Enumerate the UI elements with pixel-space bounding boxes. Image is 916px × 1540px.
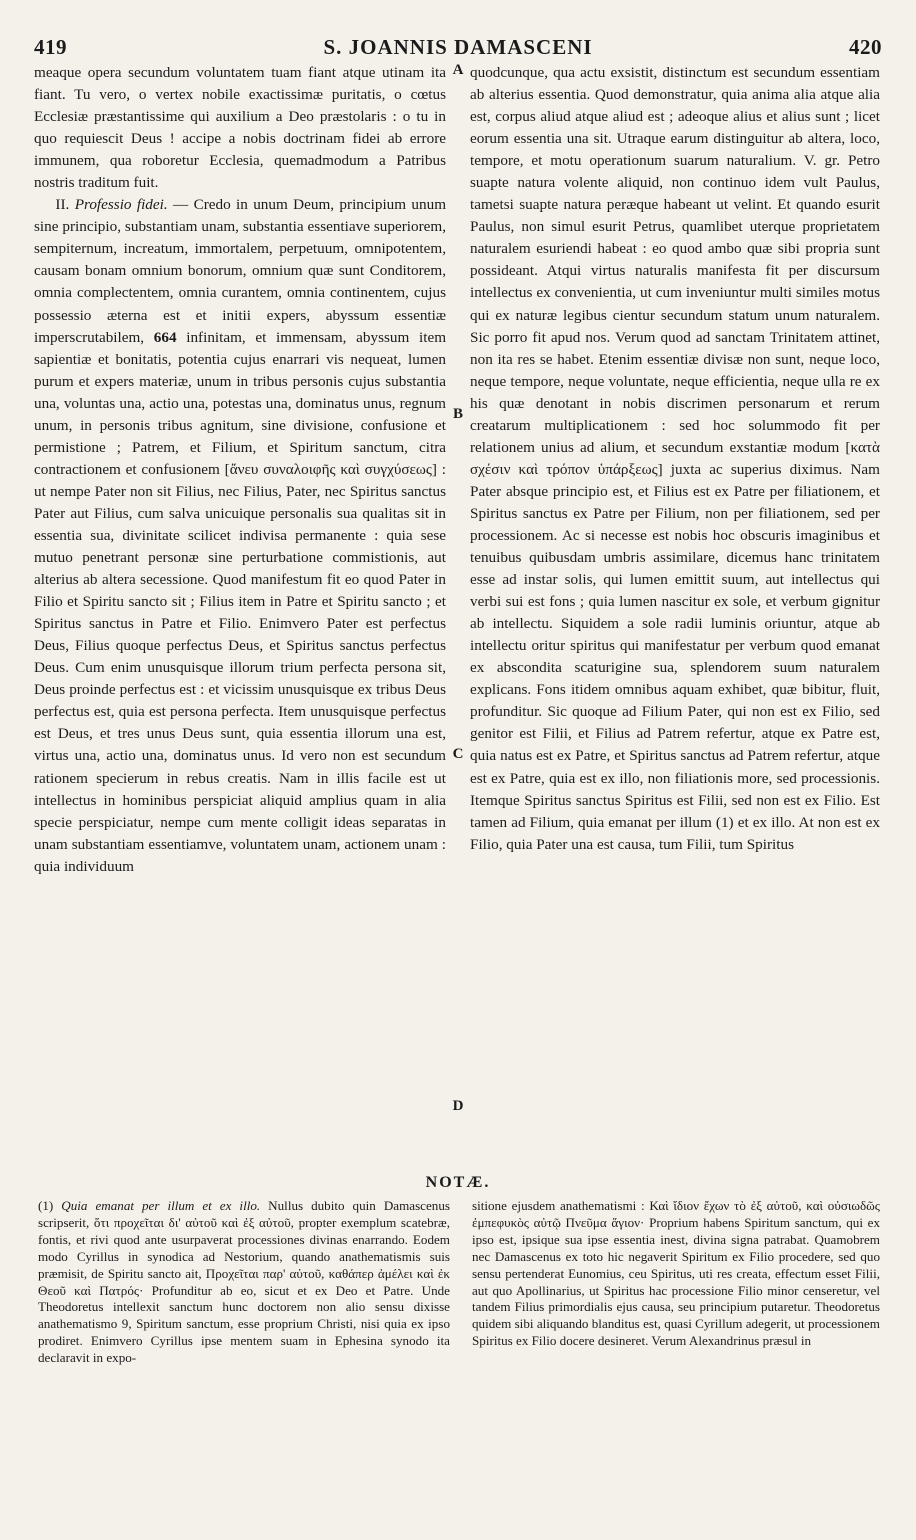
profession-paragraph bbox=[34, 194, 446, 877]
right-paragraph: quodcunque, qua actu exsistit, distinctum est secundum essentiam ab alterius essentia. Quod demonstratur, quia anima alia atque alia est, corpus aliud atque aliud est ; adeoque alius et alius sunt ; licet eorum essentia una sit. Utraque earum distinguitur ab altera, loco, tempore, et motu operationum suarum naturalium. V. gr. Petro suapte natura volente aliquid, non continuo idem vult Paulus, tametsi suapte natura peræque habeant ut velint. Et quando esurit Paulus, non simul esurit Petrus, quamlibet uterque proprietatem naturalem esuriendi habeat : eo quod ambo quæ sibi propria sunt possideant. Atqui virtus naturalis manifesta fit per discursum intellectus ex convenientia, ut cum inveniuntur multi similes motus qui ex naturæ legibus cientur secundum statum unum naturalem. Sic porro fit apud nos. Verum quod ad sanctam Trinitatem attinet, non ita res se habet. Etenim essentiæ divisæ non sunt, neque loco, neque tempore, neque voluntate, neque efficientia, neque ulla re ex his quæ denotant in nobis discrimen personarum et rerum creatarum multiplicationem : sed hoc solummodo fit per relationem unius ad alium, et secundum exstantiæ modum [κατὰ σχέσιν καὶ τρόπον ὑπάρξεως] juxta ac superius diximus. Nam Pater absque principio est, et Filius est ex Patre per filiationem, et Spiritus sanctus ex Patre per Filium, non per filiationem, sed per processionem. Ac si necesse est nobis hoc obscuris imaginibus et tenuibus quibusdam umbris assimilare, dicemus hanc trinitatem esse ad instar solis, qui lumen emittit suum, aut intellectus qui verbi sui est fons ; quia lumen nascitur ex sole, et verbum gignitur ab intellectu. Siquidem a sole radii luminis oriuntur, atque ab intellectu oritur spiritus qui manifestatur per verbum quod emanat ex abscondita scaturigine sua, splendorem suum naturalem explicans. Fons itidem omnibus aquam exhibet, quæ bibitur, fluit, profunditur. Sic quoque ad Filium Pater, qui non est ex Filio, sed genitor est Filii, et Filius ad Patrem refertur, atque ex Patre est, quia natus est ex Patre, et Spiritus sanctus ad Patrem refertur, atque est ex Patre, quia est ex illo, non filiationis more, sed processionis. Itemque Spiritus sanctus Spiritus est Filii, sed non est ex Filio. Est tamen ad Filium, quia emanat per illum (1) et ex illo. At non est ex Filio, quia Pater una est causa, tum Filii, tum Spiritus bbox=[470, 64, 880, 853]
margin-marker-a: A bbox=[452, 62, 464, 78]
page-number-left: 419 bbox=[34, 34, 67, 59]
note-text-left: Nullus dubito quin Damascenus scripserit, ὅτι προχεῖται δι' αὐτοῦ καὶ ἐξ αὐτοῦ, propter exemplum scatebræ, fontis, et rivi quod ante usurpaverat processiones divinas enarrando. Eodem modo Cyrillus in synodica ad Nestorium, quando anathematismis suis præmisit, de Spiritu sancto ait, Προχεῖται παρ' αὐτοῦ, καθάπερ ἀμέλει καὶ ἐκ Θεοῦ καὶ Πατρός· Profunditur ab eo, sicut et ex Deo et Patre. Unde Theodoretus intellexit sanctum hunc doctorem non alio sensu dixisse anathematismo 9, Spiritum sanctum, esse proprium Christi, nisi quia ex ipso prodiret. Enimvero Cyrillus ipse mentem suam in Ephesina synodo ita declaravit in expo- bbox=[38, 1198, 450, 1366]
left-text-column bbox=[34, 62, 446, 878]
page-number-right: 420 bbox=[849, 34, 882, 59]
margin-marker-b: B bbox=[452, 406, 463, 422]
note-text-right: sitione ejusdem anathematismi : Καὶ ἴδιον ἔχων τὸ ἐξ αὐτοῦ, καὶ οὐσιωδῶς ἐμπεφυκὸς αὐτῷ Πνεῦμα ἅγιον· Proprium habens Spiritum sanctum, qui ex ipso est, ipsique sua ipse essentia inest, divina signa patrabat. Quamobrem nec Damascenus ex toto hic negaverit Spiritum ex Filio procedere, sed quo sensu pertenderat Eunomius, ceu Spiritus, uti res creata, effectum esset Filii, aut quo Apollinarius, ut Spiritus hac processione Filio minor censeretur, vel tandem Filius primordialis ejus causa, seu principium putaretur. Theodoretus quidem sibi aliquando blanditus est, quasi Cyrillum adegerit, ut processionem Spiritus ex Filio docere desineret. Verum Alexandrinus præsul in bbox=[472, 1198, 880, 1349]
marginal-number: 664 bbox=[153, 328, 177, 346]
running-header bbox=[34, 30, 882, 64]
body-part-1: — Credo in unum Deum, principium unum sine principio, substantiam unam, substantia essentiave superiorem, sempiternum, increatum, immortalem, perpetuum, omnipotentem, causam bonam omnium bonorum, omnium quæ sunt Conditorem, omnia complectentem, omnia curantem, omnia continentem, cujus possessio æterna est et initii expers, abyssum essentiæ imperscrutabilem, bbox=[34, 196, 447, 346]
margin-marker-c: C bbox=[452, 746, 464, 762]
section-number: II. bbox=[55, 196, 70, 214]
note-number: (1) bbox=[38, 1198, 54, 1213]
notes-right-column bbox=[472, 1198, 880, 1350]
right-text-column bbox=[470, 62, 880, 856]
intro-paragraph: meaque opera secundum voluntatem tuam fiant atque utinam ita fiant. Tu vero, o vertex nobile exactissimæ puritatis, o cœtus Ecclesiæ præstantissime qui auxilium a Deo præstolaris : o tu in quo requiescit Deus ! accipe a nobis doctrinam fidei ab errore immunem, qua roboretur Ecclesia, quemadmodum a Patribus nostris traditum fuit. bbox=[34, 64, 446, 192]
body-part-2: infinitam, et immensam, abyssum item sapientiæ et bonitatis, potentia cujus enarrari vis nequeat, lumen purum et expers materiæ, unum in tribus personis cujus substantia una, voluntas una, actio una, potestas una, dominatus unus, regnum unum, in personis tribus agnitum, sine divisione, confusione et permistione ; Patrem, et Filium, et Spiritum sanctum, citra contractionem et confusionem [ἄνευ συναλοιφῆς καὶ συγχύσεως] : ut nempe Pater non sit Filius, nec Filius, Pater, nec Spiritus sanctus Pater aut Filius, cum salva unicuique personalis sua qualitas sit in essentia sua, divinitate scilicet indivisa permanente : quia sese mutuo penetrant personæ sine perturbatione commistionis, aut alterius ab altera secessione. Quod manifestum fit eo quod Pater in Filio et Spiritu sancto sit ; Filius item in Patre et Spiritu sancto ; et Spiritus sanctus in Patre et Filio. Enimvero Pater est perfectus Deus, Filius quoque perfectus Deus, et Spiritus sanctus perfectus Deus. Cum enim unusquisque illorum trium perfecta persona sit, Deus proinde perfectus est : et vicissim unusquisque ex tribus Deus perfectus est, quia est persona perfecta. Item unusquisque perfectus est Deus, et tres unus Deus sunt, quia essentia illorum una est, virtus una, actio una, dominatus unus. Id vero non est secundum rationem specierum in rebus creatis. Nam in illis facile est ut intellectus in hominibus perspiciat aliquid amplius quam in alia specie perspiciatur, nempe cum mente colligit ideas separatas in unam substantiam essentiamve, voluntatem unam, actionem unam : quia individuum bbox=[34, 328, 447, 875]
notes-left-column bbox=[38, 1198, 450, 1367]
section-title: Professio fidei. bbox=[74, 196, 168, 214]
notes-heading: NOTÆ. bbox=[425, 1174, 491, 1191]
margin-marker-d: D bbox=[452, 1098, 464, 1114]
note-lemma: Quia emanat per illum et ex illo. bbox=[61, 1198, 261, 1213]
running-title: S. JOANNIS DAMASCENI bbox=[323, 34, 593, 59]
